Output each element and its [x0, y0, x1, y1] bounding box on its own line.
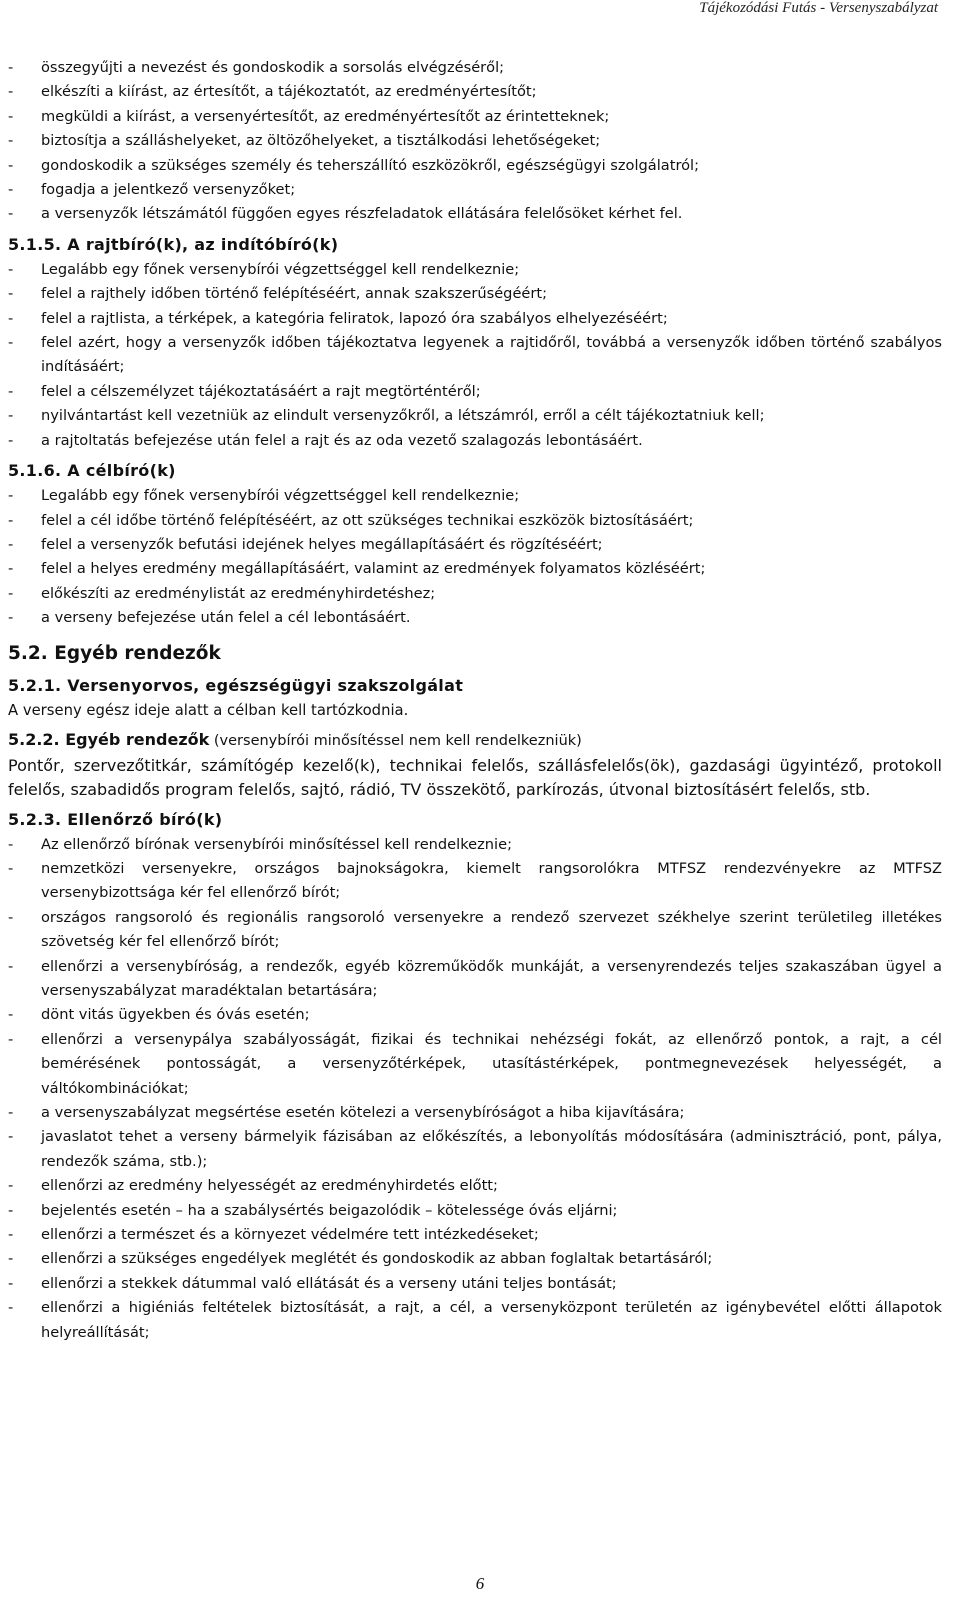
list-item: - ellenőrzi a szükséges engedélyek meglétét és gondoskodik az abban foglaltak betartásáról;	[8, 1247, 942, 1271]
list-item: - Legalább egy főnek versenybírói végzettséggel kell rendelkeznie;	[8, 484, 942, 508]
page-number: 6	[475, 1574, 485, 1593]
list-item: - ellenőrzi az eredmény helyességét az eredményhirdetés előtt;	[8, 1174, 942, 1198]
list-item: - felel a célszemélyzet tájékoztatásáért a rajt megtörténtéről;	[8, 380, 942, 404]
list-item: - összegyűjti a nevezést és gondoskodik a sorsolás elvégzéséről;	[8, 56, 942, 80]
list-item: - felel a rajthely időben történő felépítéséért, annak szakszerűségéért;	[8, 282, 942, 306]
list-item: - dönt vitás ügyekben és óvás esetén;	[8, 1003, 942, 1027]
controller-duties-list	[8, 833, 942, 1346]
section-heading-5-2-2	[8, 727, 942, 754]
section-heading-5-2: 5.2. Egyéb rendezők	[8, 642, 221, 664]
section-heading-5-2-3: 5.2.3. Ellenőrző bíró(k)	[8, 809, 223, 829]
list-item: - nemzetközi versenyekre, országos bajnokságokra, kiemelt rangsorolókra MTFSZ rendezvényekre az MTFSZ versenybizottsága kér fel ellenőrző bírót;	[8, 857, 942, 906]
list-item: - nyilvántartást kell vezetniük az elindult versenyzőkről, a létszámról, erről a célt tájékoztatniuk kell;	[8, 404, 942, 428]
list-item: - felel a versenyzők befutási idejének helyes megállapításáért és rögzítéséért;	[8, 533, 942, 557]
finish-referee-duties-list	[8, 484, 942, 630]
document-body	[8, 56, 942, 1345]
list-item: - gondoskodik a szükséges személy és teherszállító eszközökről, egészségügyi szolgálatról;	[8, 154, 942, 178]
list-item: - felel a cél időbe történő felépítéséért, az ott szükséges technikai eszközök biztosításáért;	[8, 509, 942, 533]
list-item: - országos rangsoroló és regionális rangsoroló versenyekre a rendező szervezet székhelye szerint területileg illetékes szövetség kér fel ellenőrző bírót;	[8, 906, 942, 955]
section-heading-5-2-2-bold: 5.2.2. Egyéb rendezők	[8, 729, 210, 749]
start-referee-duties-list	[8, 258, 942, 453]
list-item: - fogadja a jelentkező versenyzőket;	[8, 178, 942, 202]
section-heading-5-2-1: 5.2.1. Versenyorvos, egészségügyi szakszolgálat	[8, 675, 464, 695]
list-item: - elkészíti a kiírást, az értesítőt, a tájékoztatót, az eredményértesítőt;	[8, 80, 942, 104]
list-item: - Az ellenőrző bírónak versenybírói minősítéssel kell rendelkeznie;	[8, 833, 942, 857]
list-item: - ellenőrzi a stekkek dátummal való ellátását és a verseny utáni teljes bontását;	[8, 1272, 942, 1296]
list-item: - a versenyszabályzat megsértése esetén kötelezi a versenybíróságot a hiba kijavítására;	[8, 1101, 942, 1125]
document-header: Tájékozódási Futás - Versenyszabályzat	[699, 0, 938, 16]
list-item: - ellenőrzi a versenybíróság, a rendezők, egyéb közreműködők munkáját, a versenyrendezés teljes szakaszában ügyel a versenyszabályzat maradéktalan betartására;	[8, 955, 942, 1004]
section-5-2-1-text: A verseny egész ideje alatt a célban kell tartózkodnia.	[8, 701, 409, 719]
list-item: - ellenőrzi a higiéniás feltételek biztosítását, a rajt, a cél, a versenyközpont területén az igénybevétel előtti állapotok helyreállítását;	[8, 1296, 942, 1345]
list-item: - előkészíti az eredménylistát az eredményhirdetéshez;	[8, 582, 942, 606]
section-heading-5-2-2-note: (versenybírói minősítéssel nem kell rendelkezniük)	[209, 732, 582, 749]
list-item: - ellenőrzi a természet és a környezet védelmére tett intézkedéseket;	[8, 1223, 942, 1247]
list-item: - megküldi a kiírást, a versenyértesítőt, az eredményértesítőt az érintetteknek;	[8, 105, 942, 129]
list-item: - bejelentés esetén – ha a szabálysértés beigazolódik – kötelessége óvás eljárni;	[8, 1199, 942, 1223]
list-item: - a versenyzők létszámától függően egyes részfeladatok ellátására felelősöket kérhet fel.	[8, 202, 942, 226]
list-item: - felel a rajtlista, a térképek, a kategória feliratok, lapozó óra szabályos elhelyezéséért;	[8, 307, 942, 331]
section-heading-5-1-6: 5.1.6. A célbíró(k)	[8, 461, 176, 481]
section-heading-5-1-5: 5.1.5. A rajtbíró(k), az indítóbíró(k)	[8, 234, 339, 254]
list-item: - javaslatot tehet a verseny bármelyik fázisában az előkészítés, a lebonyolítás módosítására (adminisztráció, pont, pálya, rendezők száma, stb.);	[8, 1125, 942, 1174]
organizer-duties-list	[8, 56, 942, 227]
list-item: - a rajtoltatás befejezése után felel a rajt és az oda vezető szalagozás lebontásáért.	[8, 429, 942, 453]
list-item: - felel a helyes eredmény megállapításáért, valamint az eredmények folyamatos közléséért;	[8, 557, 942, 581]
list-item: - biztosítja a szálláshelyeket, az öltözőhelyeket, a tisztálkodási lehetőségeket;	[8, 129, 942, 153]
list-item: - Legalább egy főnek versenybírói végzettséggel kell rendelkeznie;	[8, 258, 942, 282]
list-item: - felel azért, hogy a versenyzők időben tájékoztatva legyenek a rajtidőről, továbbá a versenyzők időben történő szabályos indításáért;	[8, 331, 942, 380]
list-item: - ellenőrzi a versenypálya szabályosságát, fizikai és technikai nehézségi fokát, az ellenőrző pontok, a rajt, a cél bemérésének pontosságát, a versenyzőtérképek, utasítástérképek, pontmegnevezések helyességét, a váltókombinációkat;	[8, 1028, 942, 1101]
section-5-2-2-text: Pontőr, szervezőtitkár, számítógép kezelő(k), technikai felelős, szállásfelelős(ök), gazdasági ügyintéző, protokoll felelős, szabadidős program felelős, sajtó, rádió, TV összekötő, parkírozás, útvonal biztosításért felelős, stb.	[8, 755, 942, 799]
list-item: - a verseny befejezése után felel a cél lebontásáért.	[8, 606, 942, 630]
